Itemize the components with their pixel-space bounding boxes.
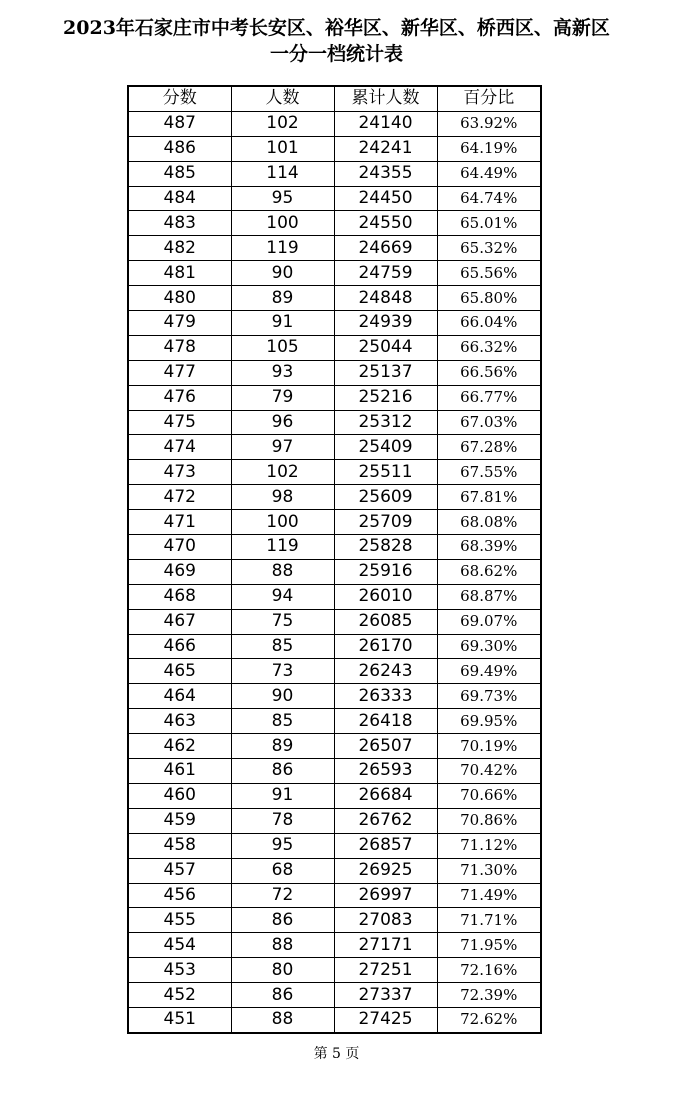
cumulative-cell: 26418 — [334, 709, 437, 734]
table-row — [128, 958, 541, 983]
score-cell: 459 — [128, 808, 231, 833]
count-cell: 101 — [231, 136, 334, 161]
table-row — [128, 1007, 541, 1032]
score-cell: 467 — [128, 609, 231, 634]
cumulative-cell: 27083 — [334, 908, 437, 933]
table-row — [128, 684, 541, 709]
percentage-cell: 63.92% — [437, 111, 541, 136]
table-row — [128, 111, 541, 136]
count-cell: 75 — [231, 609, 334, 634]
document-subtitle: 一分一档统计表 — [269, 43, 403, 65]
percentage-cell: 64.19% — [437, 136, 541, 161]
score-cell: 473 — [128, 460, 231, 485]
table-row — [128, 136, 541, 161]
percentage-cell: 70.66% — [437, 783, 541, 808]
table-row — [128, 360, 541, 385]
count-cell: 95 — [231, 833, 334, 858]
count-cell: 119 — [231, 236, 334, 261]
percentage-cell: 68.39% — [437, 535, 541, 560]
count-cell: 78 — [231, 808, 334, 833]
percentage-cell: 72.39% — [437, 983, 541, 1008]
table-row — [128, 833, 541, 858]
score-cell: 485 — [128, 161, 231, 186]
cumulative-cell: 26085 — [334, 609, 437, 634]
cumulative-cell: 25137 — [334, 360, 437, 385]
percentage-cell: 64.49% — [437, 161, 541, 186]
table-row — [128, 435, 541, 460]
table-row — [128, 858, 541, 883]
cumulative-cell: 26010 — [334, 584, 437, 609]
table-row — [128, 261, 541, 286]
cumulative-cell: 25916 — [334, 559, 437, 584]
percentage-cell: 66.56% — [437, 360, 541, 385]
count-cell: 88 — [231, 933, 334, 958]
table-row — [128, 410, 541, 435]
score-cell: 460 — [128, 783, 231, 808]
cumulative-cell: 27251 — [334, 958, 437, 983]
percentage-cell: 70.86% — [437, 808, 541, 833]
table-row — [128, 783, 541, 808]
percentage-cell: 67.81% — [437, 485, 541, 510]
table-row — [128, 236, 541, 261]
header-cumulative: 累计人数 — [334, 86, 437, 111]
table-row — [128, 883, 541, 908]
cumulative-cell: 27425 — [334, 1007, 437, 1032]
percentage-cell: 68.08% — [437, 510, 541, 535]
percentage-cell: 70.19% — [437, 734, 541, 759]
count-cell: 91 — [231, 311, 334, 336]
score-cell: 477 — [128, 360, 231, 385]
header-percentage: 百分比 — [437, 86, 541, 111]
score-cell: 471 — [128, 510, 231, 535]
score-cell: 466 — [128, 634, 231, 659]
count-cell: 86 — [231, 908, 334, 933]
table-row — [128, 983, 541, 1008]
percentage-cell: 65.32% — [437, 236, 541, 261]
score-cell: 463 — [128, 709, 231, 734]
count-cell: 100 — [231, 510, 334, 535]
percentage-cell: 65.01% — [437, 211, 541, 236]
header-count: 人数 — [231, 86, 334, 111]
count-cell: 95 — [231, 186, 334, 211]
score-cell: 481 — [128, 261, 231, 286]
cumulative-cell: 24241 — [334, 136, 437, 161]
cumulative-cell: 27337 — [334, 983, 437, 1008]
cumulative-cell: 26170 — [334, 634, 437, 659]
score-cell: 486 — [128, 136, 231, 161]
count-cell: 88 — [231, 1007, 334, 1032]
cumulative-cell: 25044 — [334, 335, 437, 360]
percentage-cell: 72.16% — [437, 958, 541, 983]
percentage-cell: 69.07% — [437, 609, 541, 634]
cumulative-cell: 24140 — [334, 111, 437, 136]
percentage-cell: 67.28% — [437, 435, 541, 460]
cumulative-cell: 24939 — [334, 311, 437, 336]
cumulative-cell: 26762 — [334, 808, 437, 833]
percentage-cell: 64.74% — [437, 186, 541, 211]
table-row — [128, 286, 541, 311]
cumulative-cell: 26857 — [334, 833, 437, 858]
count-cell: 97 — [231, 435, 334, 460]
count-cell: 72 — [231, 883, 334, 908]
percentage-cell: 72.62% — [437, 1007, 541, 1032]
table-row — [128, 559, 541, 584]
count-cell: 91 — [231, 783, 334, 808]
count-cell: 86 — [231, 983, 334, 1008]
table-body — [128, 111, 541, 1032]
score-cell: 461 — [128, 759, 231, 784]
cumulative-cell: 26925 — [334, 858, 437, 883]
score-cell: 465 — [128, 659, 231, 684]
header-score: 分数 — [128, 86, 231, 111]
score-cell: 457 — [128, 858, 231, 883]
score-cell: 474 — [128, 435, 231, 460]
count-cell: 68 — [231, 858, 334, 883]
percentage-cell: 71.95% — [437, 933, 541, 958]
cumulative-cell: 26243 — [334, 659, 437, 684]
count-cell: 73 — [231, 659, 334, 684]
document-title: 2023年石家庄市中考长安区、裕华区、新华区、桥西区、高新区 — [63, 17, 610, 39]
table-row — [128, 609, 541, 634]
cumulative-cell: 26684 — [334, 783, 437, 808]
count-cell: 80 — [231, 958, 334, 983]
count-cell: 114 — [231, 161, 334, 186]
cumulative-cell: 25409 — [334, 435, 437, 460]
percentage-cell: 69.49% — [437, 659, 541, 684]
table-row — [128, 808, 541, 833]
score-cell: 453 — [128, 958, 231, 983]
cumulative-cell: 24450 — [334, 186, 437, 211]
score-cell: 480 — [128, 286, 231, 311]
table-row — [128, 211, 541, 236]
table-row — [128, 759, 541, 784]
score-cell: 476 — [128, 385, 231, 410]
table-row — [128, 186, 541, 211]
table-row — [128, 385, 541, 410]
percentage-cell: 66.32% — [437, 335, 541, 360]
count-cell: 85 — [231, 634, 334, 659]
table-header-row — [128, 86, 541, 111]
table-row — [128, 734, 541, 759]
table-row — [128, 335, 541, 360]
percentage-cell: 69.30% — [437, 634, 541, 659]
percentage-cell: 65.56% — [437, 261, 541, 286]
table-row — [128, 535, 541, 560]
score-cell: 468 — [128, 584, 231, 609]
score-cell: 454 — [128, 933, 231, 958]
cumulative-cell: 25312 — [334, 410, 437, 435]
score-cell: 456 — [128, 883, 231, 908]
table-row — [128, 510, 541, 535]
table-row — [128, 933, 541, 958]
count-cell: 102 — [231, 460, 334, 485]
count-cell: 94 — [231, 584, 334, 609]
score-cell: 464 — [128, 684, 231, 709]
page-number: 第 5 页 — [313, 1046, 360, 1062]
cumulative-cell: 25609 — [334, 485, 437, 510]
percentage-cell: 68.87% — [437, 584, 541, 609]
score-cell: 469 — [128, 559, 231, 584]
cumulative-cell: 25828 — [334, 535, 437, 560]
score-cell: 472 — [128, 485, 231, 510]
cumulative-cell: 26333 — [334, 684, 437, 709]
score-cell: 462 — [128, 734, 231, 759]
percentage-cell: 66.04% — [437, 311, 541, 336]
cumulative-cell: 25216 — [334, 385, 437, 410]
table-row — [128, 311, 541, 336]
count-cell: 119 — [231, 535, 334, 560]
score-cell: 484 — [128, 186, 231, 211]
percentage-cell: 68.62% — [437, 559, 541, 584]
cumulative-cell: 24669 — [334, 236, 437, 261]
score-cell: 487 — [128, 111, 231, 136]
score-cell: 478 — [128, 335, 231, 360]
count-cell: 93 — [231, 360, 334, 385]
table-row — [128, 634, 541, 659]
percentage-cell: 71.71% — [437, 908, 541, 933]
percentage-cell: 71.49% — [437, 883, 541, 908]
score-cell: 479 — [128, 311, 231, 336]
percentage-cell: 67.03% — [437, 410, 541, 435]
table-row — [128, 161, 541, 186]
count-cell: 98 — [231, 485, 334, 510]
cumulative-cell: 26997 — [334, 883, 437, 908]
count-cell: 85 — [231, 709, 334, 734]
cumulative-cell: 24759 — [334, 261, 437, 286]
cumulative-cell: 25511 — [334, 460, 437, 485]
percentage-cell: 70.42% — [437, 759, 541, 784]
count-cell: 96 — [231, 410, 334, 435]
score-cell: 452 — [128, 983, 231, 1008]
cumulative-cell: 26507 — [334, 734, 437, 759]
percentage-cell: 69.73% — [437, 684, 541, 709]
table-row — [128, 659, 541, 684]
table-row — [128, 709, 541, 734]
percentage-cell: 65.80% — [437, 286, 541, 311]
cumulative-cell: 24848 — [334, 286, 437, 311]
cumulative-cell: 24550 — [334, 211, 437, 236]
percentage-cell: 69.95% — [437, 709, 541, 734]
count-cell: 89 — [231, 734, 334, 759]
percentage-cell: 71.12% — [437, 833, 541, 858]
table-row — [128, 584, 541, 609]
score-cell: 470 — [128, 535, 231, 560]
count-cell: 90 — [231, 684, 334, 709]
count-cell: 105 — [231, 335, 334, 360]
count-cell: 100 — [231, 211, 334, 236]
cumulative-cell: 24355 — [334, 161, 437, 186]
cumulative-cell: 25709 — [334, 510, 437, 535]
count-cell: 89 — [231, 286, 334, 311]
count-cell: 102 — [231, 111, 334, 136]
count-cell: 90 — [231, 261, 334, 286]
table-row — [128, 485, 541, 510]
score-cell: 483 — [128, 211, 231, 236]
score-cell: 482 — [128, 236, 231, 261]
cumulative-cell: 27171 — [334, 933, 437, 958]
percentage-cell: 71.30% — [437, 858, 541, 883]
percentage-cell: 67.55% — [437, 460, 541, 485]
count-cell: 79 — [231, 385, 334, 410]
score-distribution-table — [127, 85, 542, 1034]
percentage-cell: 66.77% — [437, 385, 541, 410]
score-cell: 451 — [128, 1007, 231, 1032]
table-row — [128, 908, 541, 933]
score-cell: 458 — [128, 833, 231, 858]
cumulative-cell: 26593 — [334, 759, 437, 784]
table-row — [128, 460, 541, 485]
count-cell: 88 — [231, 559, 334, 584]
score-cell: 455 — [128, 908, 231, 933]
score-cell: 475 — [128, 410, 231, 435]
count-cell: 86 — [231, 759, 334, 784]
